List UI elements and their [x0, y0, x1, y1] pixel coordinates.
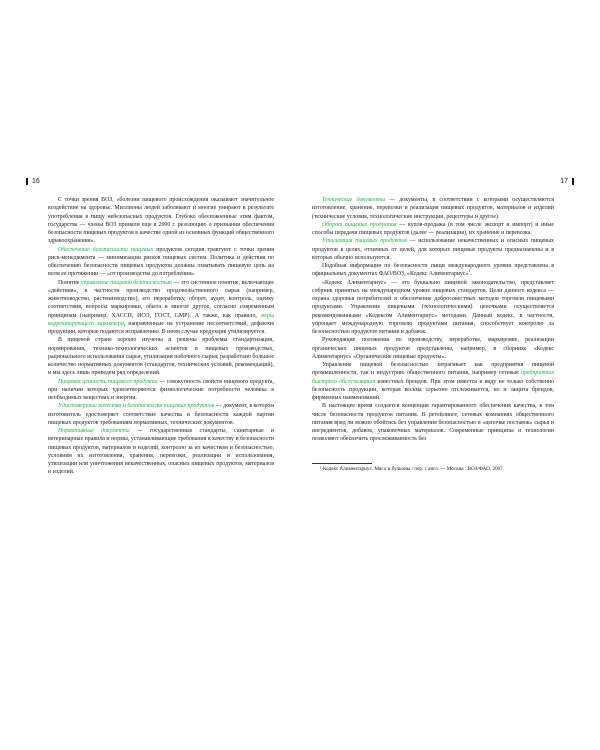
- paragraph: С точки зрения ВОЗ, «болезни пищевого происхождения оказывают значительное воздействие на здоровье. Миллионы людей заболевают и многие умирают в результате употребления в пищу небезопасных продуктов. Глубоко обеспокоенные этим фактом, государства — члены ВОЗ приняли еще в 2000 г. резолюцию о признании обеспечения безопасности пищевых продуктов в качестве одной из основных функций общественного здравоохранения».: [48, 197, 274, 245]
- paragraph: Пищевая ценность пищевого продукта — совокупность свойств пищевого продукта, при наличии которых удовлетворяются физиологические потребности человека в необходимых веществах и энергии.: [48, 378, 275, 401]
- paragraph: В настоящее время создается концепция гарантированного обеспечения качества, в том числе безопасности продуктов питания. В ретейлинге, сетевых компаниях общественного питания вряд ли можно обойтись без управления безопасностью в «цепочке поставок» сырья и ингредиентов, добавок, упаковочных материалов. Современные принципы и технологии позволяют обеспечить прослеживаемость без: [312, 403, 554, 443]
- highlighted-term: Пищевая ценность пищевого продукта: [58, 378, 158, 385]
- page-number-right: 17: [560, 178, 574, 185]
- paragraph: Управление пищевой безопасностью затрагивает как предприятия пищевой промышленности, так и индустрию общественного питания, например сетевые предприятия быстрого обслуживания известных брендов. При этом имеется в виду не только собственно безопасность продукции, которая весьма серьезно отслеживается, но и защита брендов, фирменных наименований.: [312, 362, 554, 401]
- highlighted-term: Удостоверение качества и безопасности пищевых продуктов: [58, 403, 215, 410]
- highlighted-term: Утилизация пищевых продуктов: [322, 238, 407, 245]
- highlighted-term: меры корректирующего характера: [48, 312, 274, 327]
- highlighted-term: предприятия быстрого обслуживания: [312, 370, 554, 385]
- paragraph: Обеспечение безопасности пищевых продуктов сегодня трактуют с точки зрения риск-менеджмента — минимизации рисков пищевых систем. Политика и действия по обеспечению безопасности пищевых продуктов должны охватывать пищевую цепь на всем ее протяжении — «от производства до потребления».: [48, 246, 274, 278]
- paragraph: Утилизация пищевых продуктов — использование некачественных и опасных пищевых продуктов в целях, отличных от целей, для которых пищевые продукты предназначены и в которых обычно используются.: [312, 238, 554, 261]
- highlighted-term: Технические документы: [322, 197, 386, 203]
- paragraph: Понятие управление пищевой безопасностью — это системное понятие, включающее «действия», в частности производство продовольственного сырья (например, животноводство, растениеводство), его переработку, оборот, аудит, контроль, оценку соответствия, вопросы маркировки, обыта и многое другое, согласно современным принципам (например, ХАССП, ИСО, ГОСТ, GMP). А также, как правило, меры корректирующего характера, направленные на устранение несоответствий, дефектов продукции, которые подаются исправлению. В ином случае продукция утилизируется.: [48, 279, 274, 335]
- paragraph: Технические документы — документы, в соответствии с которыми осуществляются изготовление, хранение, перевозки и реализация пищевых продуктов, материалов и изделий (технические условия, технологические инструкции, рецептуры и другое).: [312, 197, 554, 220]
- footnote-marker[interactable]: 1: [468, 268, 471, 274]
- paragraph: В пищевой стране хорошо изучены и решены проблемы стандартизации, нормирования, технико-технологических аспектов в пищевых производствах, рационального использования сырья, утилизации побочного сырья; разработано большое количество нормативных документов (стандартов, технических условий, рекомендаций), и мы здесь лишь приведем ряд определений.: [48, 337, 274, 377]
- paragraph: Удостоверение качества и безопасности пищевых продуктов — документ, в котором изготовитель удостоверяет соответствие качества и безопасности каждой партии пищевых продуктов требованиям нормативных, технических документов.: [48, 403, 274, 426]
- footnote-divider: [312, 463, 372, 464]
- page-number-left: 16: [26, 178, 40, 185]
- highlighted-term: Обеспечение безопасности пищевых: [58, 246, 154, 253]
- paragraph: Руководящие положения по производству, переработке, маркировке, реализации органических пищевых продуктов представлены, например, в сборнике «Кодекс Алиментариус» «Органические пищевые продукты».: [312, 337, 554, 360]
- highlighted-term: Нормативные документы: [58, 428, 130, 434]
- footnote: ¹ Кодекс Алиментариус. Мясо и бульоны / пер. с англ. — Москва : ВОЗ/ФАО, 2007.: [320, 465, 505, 472]
- highlighted-term: Оборот пищевых продуктов: [322, 221, 397, 228]
- right-page-text: [312, 196, 554, 473]
- paragraph: «Кодекс Алиментариус» — это буквально пищевой законодательство, представляет собрник принятых на международном уровне пищевых стандартов. Цели данного кодекса — охрана здоровья потребителей и обеспечение добросовестных методов торговли пищевыми продуктами. Управление пищевыми (технологическими) цепочками осуществляется рекомендованными «Кодексом Алиментариус» методами. Данный кодекс, в частности, упрощает международную торговлю продуктами питания, способствует контролю за безопасностью продуктов питания и добавок.: [312, 279, 554, 335]
- paragraph: Подобная информация по безопасности пищи международного уровня представлена в официальных документах ФАО/ВОЗ, «Кодекс Алиментариус»$^1$.: [312, 263, 554, 278]
- paragraph: Нормативные документы — государственные стандарты, санитарные и ветеринарные правила и нормы, устанавливающие требования к качеству и безопасности пищевых продуктов, материалов и изделий, контролю за их качеством и безопасностью, условиям их изготовления, хранения, перевозки, реализации и использования, утилизации или уничтожения некачественных, опасных пищевых продуктов, материалов и изделий.: [48, 428, 274, 476]
- left-page-text: [48, 196, 274, 477]
- paragraph: Оборот пищевых продуктов — купля-продажа (в том числе экспорт и импорт) и иные способы передачи пищевых продуктов (далее — реализация), их хранение и перевозка.: [312, 221, 554, 236]
- highlighted-term: управление пищевой безопасностью: [80, 279, 173, 286]
